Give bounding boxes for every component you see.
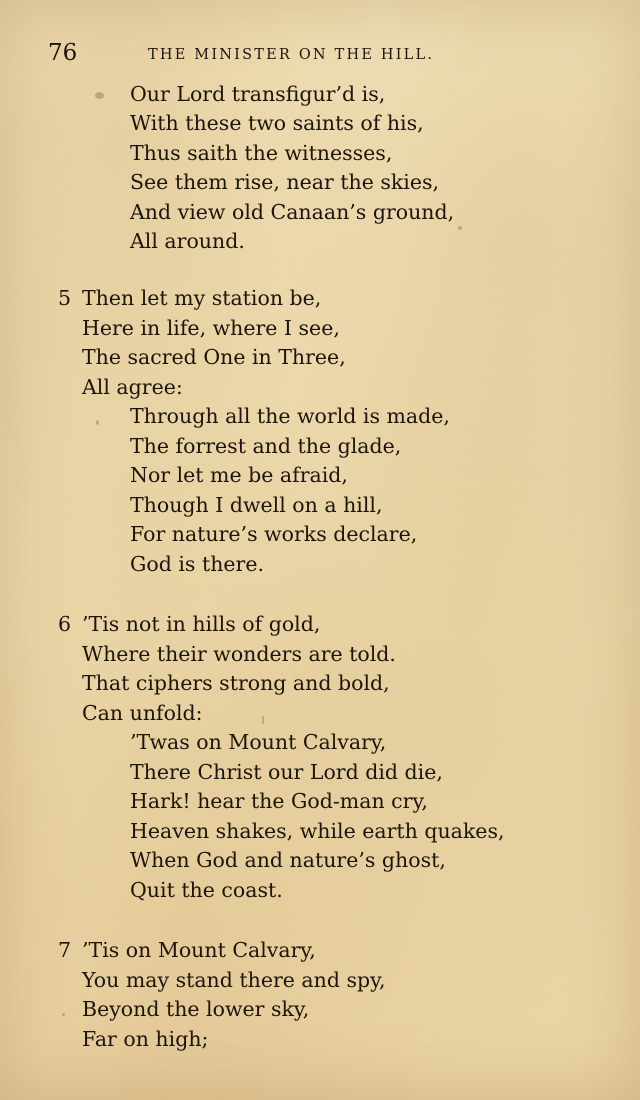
verse-line: The sacred One in Three, bbox=[82, 345, 346, 369]
verse-line: Through all the world is made, bbox=[130, 404, 450, 428]
verse-line: For nature’s works declare, bbox=[130, 522, 418, 546]
verse-line: God is there. bbox=[130, 552, 264, 576]
verse-line: When God and nature’s ghost, bbox=[130, 848, 446, 872]
verse-line: All agree: bbox=[82, 375, 183, 399]
verse-number: 5 bbox=[58, 286, 72, 310]
verse-line: Nor let me be afraid, bbox=[130, 463, 348, 487]
verse-line: All around. bbox=[130, 229, 245, 253]
verse-line: With these two saints of his, bbox=[130, 111, 424, 135]
verse-line: ’Tis on Mount Calvary, bbox=[82, 938, 316, 962]
verse-line: Here in life, where I see, bbox=[82, 316, 340, 340]
verse-line: You may stand there and spy, bbox=[82, 968, 386, 992]
verse-line: Our Lord transfigur’d is, bbox=[130, 82, 386, 106]
verse-line: ’Twas on Mount Calvary, bbox=[130, 730, 387, 754]
verse-line: And view old Canaan’s ground, bbox=[130, 200, 455, 224]
verse-line: ’Tis not in hills of gold, bbox=[82, 612, 321, 636]
page-number: 76 bbox=[48, 40, 78, 66]
verse-line: There Christ our Lord did die, bbox=[130, 760, 443, 784]
verse-line: That ciphers strong and bold, bbox=[82, 671, 390, 695]
paper-speck bbox=[62, 1013, 65, 1016]
paper-speck bbox=[262, 716, 264, 724]
verse-line: Heaven shakes, while earth quakes, bbox=[130, 819, 505, 843]
verse-line: Quit the coast. bbox=[130, 878, 283, 902]
verse-line: Thus saith the witnesses, bbox=[130, 141, 393, 165]
verse-line: See them rise, near the skies, bbox=[130, 170, 440, 194]
verse-line: Beyond the lower sky, bbox=[82, 997, 310, 1021]
verse-line: Though I dwell on a hill, bbox=[130, 493, 383, 517]
verse-line: The forrest and the glade, bbox=[130, 434, 402, 458]
paper-speck bbox=[96, 420, 99, 425]
verse-line: Far on high; bbox=[82, 1027, 209, 1051]
paper-speck bbox=[95, 92, 104, 99]
paper-speck bbox=[458, 226, 462, 230]
verse-line: Where their wonders are told. bbox=[82, 642, 396, 666]
verse-line: Hark! hear the God-man cry, bbox=[130, 789, 428, 813]
running-head: THE MINISTER ON THE HILL. bbox=[148, 47, 435, 63]
verse-line: Can unfold: bbox=[82, 701, 203, 725]
verse-number: 6 bbox=[58, 612, 72, 636]
verse-number: 7 bbox=[58, 938, 72, 962]
verse-line: Then let my station be, bbox=[82, 286, 322, 310]
